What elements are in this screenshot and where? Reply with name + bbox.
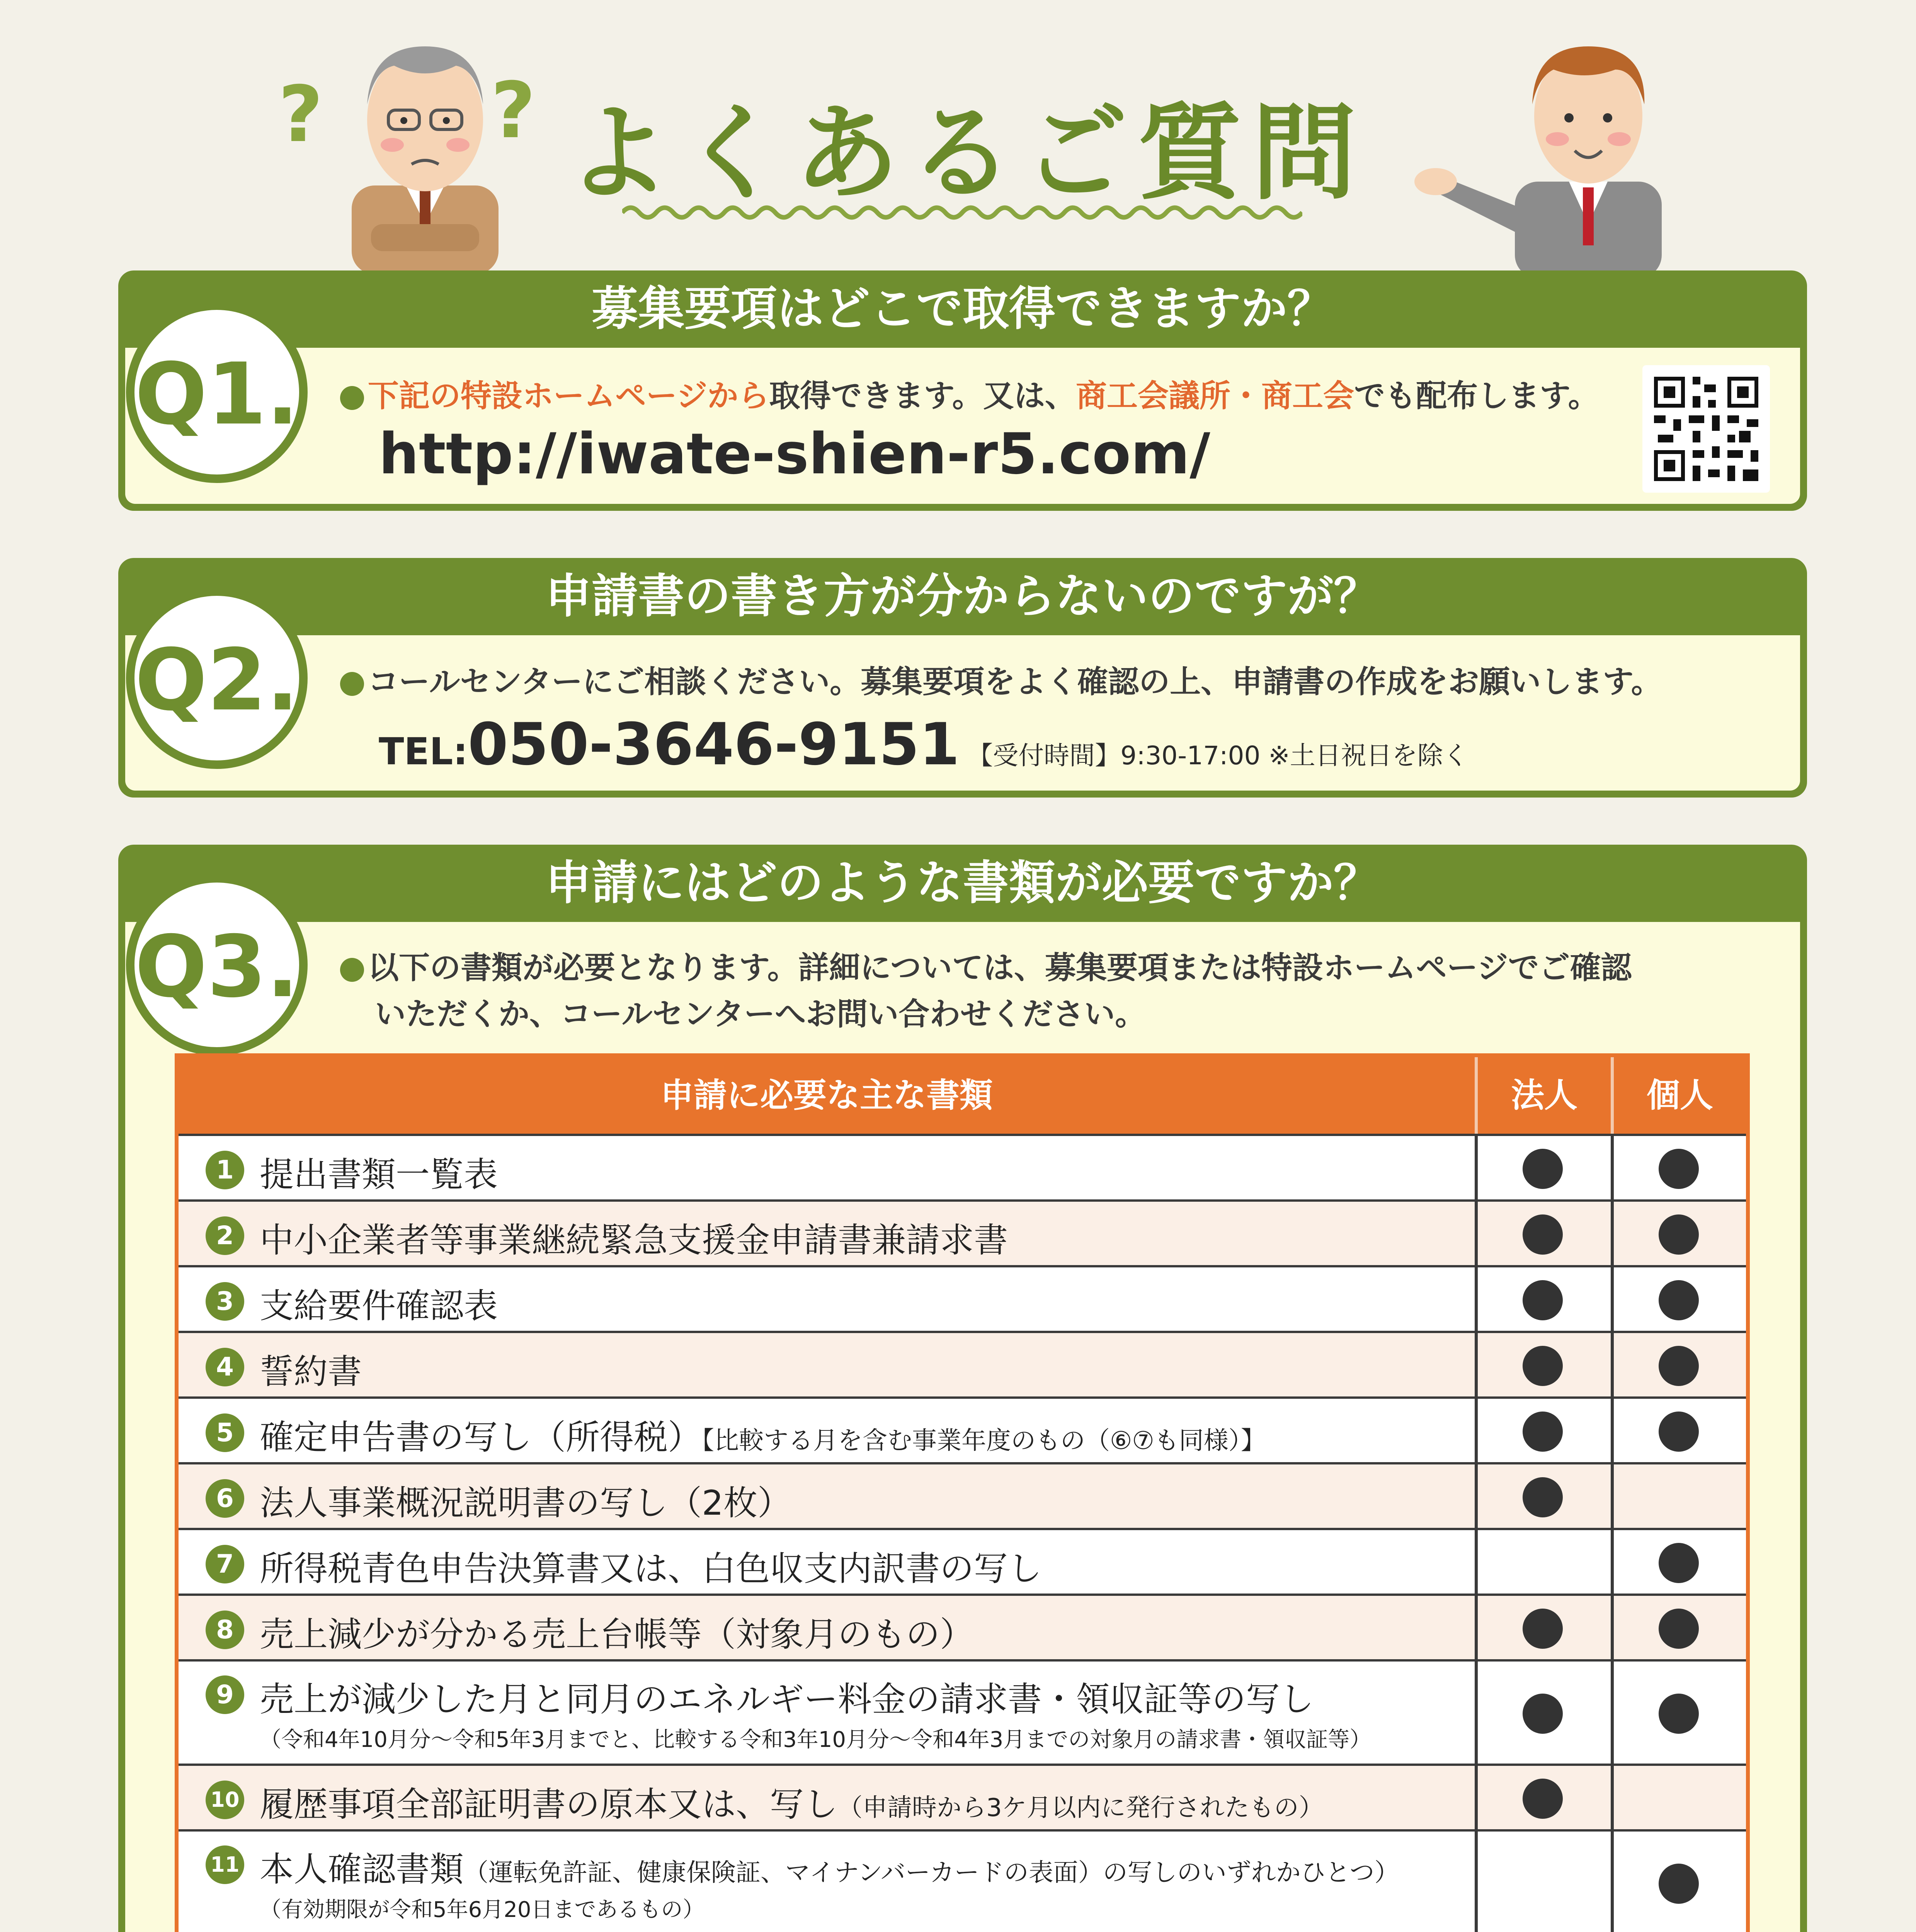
column-divider	[1475, 1134, 1478, 1932]
row-number-badge: 9	[206, 1675, 244, 1714]
document-name	[260, 1148, 498, 1196]
document-name	[260, 1542, 1042, 1590]
phone-contact	[379, 711, 1468, 778]
individual-required-mark	[1659, 1346, 1699, 1386]
document-name-text: 確定申告書の写し（所得税）	[260, 1417, 702, 1457]
table-row	[179, 1265, 1746, 1331]
document-name-text: 提出書類一覧表	[260, 1155, 498, 1194]
table-row	[179, 1199, 1746, 1265]
document-name-text: 誓約書	[260, 1352, 362, 1391]
tel-label: TEL:	[379, 730, 468, 773]
q2-heading: 申請書の書き方が分からないのですが？	[545, 570, 1380, 623]
column-divider	[1611, 1134, 1614, 1932]
document-subnote: （令和4年10月分～令和5年3月までと、比較する令和3年10月分～令和4年3月までの対象月の請求書・領収証等）	[260, 1727, 1371, 1752]
document-note: （運転免許証、健康保険証、マイナンバーカードの表面）の写しのいずれかひとつ）	[464, 1859, 1399, 1887]
document-name	[260, 1345, 362, 1393]
document-name	[260, 1777, 1324, 1826]
row-number-badge: 6	[206, 1479, 244, 1518]
table-row	[179, 1829, 1746, 1932]
document-name-text: 売上が減少した月と同月のエネルギー料金の請求書・領収証等の写し	[260, 1679, 1314, 1719]
corporation-required-mark	[1523, 1346, 1563, 1386]
individual-required-mark	[1659, 1149, 1699, 1189]
table-row	[179, 1764, 1746, 1829]
row-number-badge: 10	[206, 1781, 244, 1819]
document-name	[260, 1476, 791, 1525]
tel-number[interactable]: 050-3646-9151	[468, 711, 960, 778]
row-number-badge: 1	[206, 1151, 244, 1189]
row-number-badge: 5	[206, 1413, 244, 1452]
document-name-text: 履歴事項全部証明書の原本又は、写し	[260, 1784, 838, 1824]
table-row	[179, 1528, 1746, 1594]
bullet-icon	[340, 672, 364, 696]
corporation-required-mark	[1523, 1149, 1563, 1189]
document-name-text: 本人確認書類	[260, 1849, 464, 1889]
document-name-text: 中小企業者等事業継続緊急支援金申請書兼請求書	[260, 1220, 1008, 1260]
table-row	[179, 1462, 1746, 1528]
document-name-text: 所得税青色申告決算書又は、白色収支内訳書の写し	[260, 1549, 1042, 1588]
bullet-icon	[340, 958, 364, 982]
document-name	[260, 1842, 1399, 1891]
table-row	[179, 1659, 1746, 1764]
document-name	[260, 1672, 1314, 1721]
q3-heading: 申請にはどのような書類が必要ですか？	[545, 856, 1380, 910]
row-number-badge: 7	[206, 1545, 244, 1583]
question-mark-icon: ?	[491, 66, 536, 156]
individual-required-mark	[1659, 1412, 1699, 1452]
q1-answer: 下記の特設ホームページから取得できます。又は、商工会議所・商工会でも配布します。	[340, 371, 1599, 415]
required-documents-table	[175, 1053, 1750, 1932]
row-number-badge: 4	[206, 1348, 244, 1386]
page-title: よくあるご質問	[566, 92, 1366, 214]
col-header-individual: 個人	[1647, 1076, 1713, 1115]
website-url-link[interactable]: http://iwate-shien-r5.com/	[379, 421, 1210, 487]
row-number-badge: 11	[206, 1845, 244, 1884]
individual-required-mark	[1659, 1864, 1699, 1904]
individual-required-mark	[1659, 1543, 1699, 1583]
table-row	[179, 1594, 1746, 1659]
corporation-required-mark	[1523, 1779, 1563, 1819]
q1-badge: Q1.	[126, 301, 308, 483]
q2-badge: Q2.	[126, 587, 308, 769]
corporation-required-mark	[1523, 1694, 1563, 1734]
document-name-text: 売上減少が分かる売上台帳等（対象月のもの）	[260, 1614, 974, 1654]
individual-required-mark	[1659, 1609, 1699, 1649]
individual-required-mark	[1659, 1280, 1699, 1320]
corporation-required-mark	[1523, 1477, 1563, 1517]
row-number-badge: 2	[206, 1216, 244, 1255]
businessman-illustration	[1399, 15, 1677, 278]
q3-answer-line1: 以下の書類が必要となります。詳細については、募集要項または特設ホームページでご確認	[340, 943, 1632, 987]
document-name	[260, 1279, 498, 1328]
document-name-text: 法人事業概況説明書の写し（2枚）	[260, 1483, 791, 1523]
table-row	[179, 1396, 1746, 1462]
corporation-required-mark	[1523, 1609, 1563, 1649]
q3-answer-line2: いただくか、コールセンターへお問い合わせください。	[375, 996, 1146, 1032]
corporation-required-mark	[1523, 1214, 1563, 1255]
table-row	[179, 1134, 1746, 1199]
reception-hours: 【受付時間】9:30-17:00 ※土日祝日を除く	[967, 741, 1468, 770]
qr-code-icon	[1642, 365, 1770, 493]
q1-heading: 募集要項はどこで取得できますか？	[592, 282, 1334, 336]
document-name	[260, 1607, 974, 1656]
title-underline-wave	[622, 201, 1302, 224]
document-name-text: 支給要件確認表	[260, 1286, 498, 1326]
row-number-badge: 3	[206, 1282, 244, 1321]
table-row	[179, 1331, 1746, 1396]
bullet-icon	[340, 386, 364, 410]
document-name	[260, 1410, 1266, 1459]
row-number-badge: 8	[206, 1611, 244, 1649]
col-header-documents: 申請に必要な主な書類	[660, 1076, 993, 1115]
individual-required-mark	[1659, 1694, 1699, 1734]
q2-answer: コールセンターにご相談ください。募集要項をよく確認の上、申請書の作成をお願いします。	[340, 657, 1662, 701]
corporation-required-mark	[1523, 1280, 1563, 1320]
corporation-required-mark	[1523, 1412, 1563, 1452]
table-header	[179, 1057, 1746, 1134]
document-note: （申請時から3ケ月以内に発行されたもの）	[838, 1794, 1324, 1822]
question-mark-icon: ?	[278, 70, 323, 160]
document-subnote: （有効期限が令和5年6月20日まであるもの）	[260, 1897, 704, 1922]
document-name	[260, 1213, 1008, 1262]
q3-badge: Q3.	[126, 874, 308, 1056]
document-note: 【比較する月を含む事業年度のもの（⑥⑦も同様）】	[702, 1427, 1266, 1455]
individual-required-mark	[1659, 1214, 1699, 1255]
col-header-corporation: 法人	[1511, 1076, 1577, 1115]
